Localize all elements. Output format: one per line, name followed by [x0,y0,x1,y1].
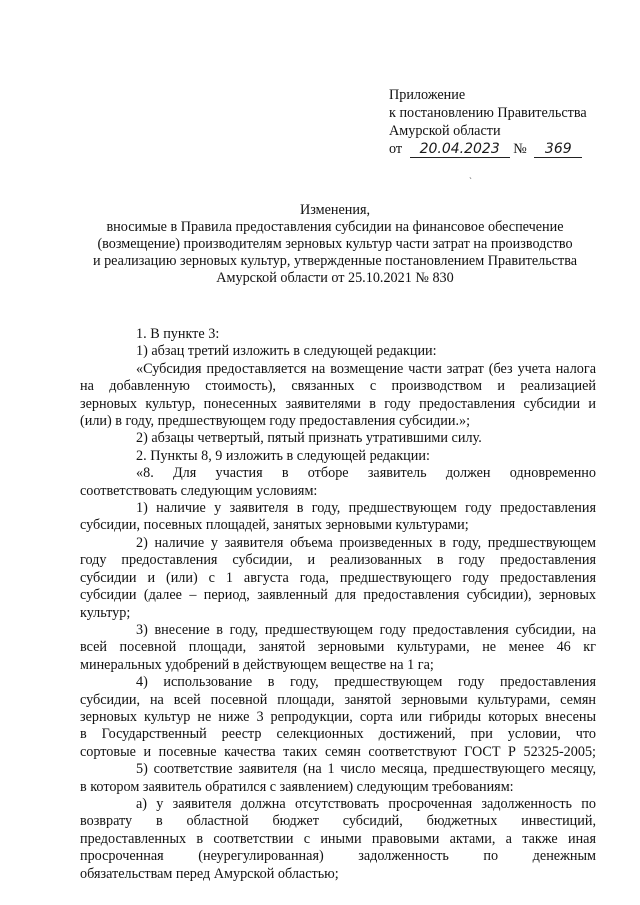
body-line: в Государственный реестр селекционных достижений, при условии, что [80,726,596,743]
title-heading: Изменения, [299,202,371,218]
body-line: 5) соответствие заявителя (на 1 число месяца, предшествующего месяцу, [136,761,596,778]
body-line: 1. В пункте 3: [136,326,220,342]
body-line: «8. Для участия в отборе заявитель должен одновременно [136,465,596,482]
body-line: всей посевной площади, занятой зерновыми культурами, не менее 46 кг [80,639,596,656]
body-line: возврату в областной бюджет субсидий, бюджетных инвестиций, [80,813,596,830]
body-line: 2) абзацы четвертый, пятый признать утратившими силу. [136,430,482,447]
appendix-region: Амурской области [389,123,501,139]
body-line: соответствовать следующим условиям: [80,482,318,499]
body-line: в котором заявитель обратился с заявлением) следующим требованиям: [80,778,514,795]
stray-mark: ˋ [469,176,472,186]
body-line: 1) абзац третий изложить в следующей редакции: [136,343,437,360]
appendix-reference: к постановлению Правительства [389,105,587,121]
date-prefix: от [389,141,403,157]
handwritten-date: 20.04.2023 [410,141,510,158]
body-line: «Субсидия предоставляется на возмещение части затрат (без учета налога [136,360,596,377]
title-line: Амурской области от 25.10.2021 № 830 [216,270,454,286]
body-line: зерновых культур не ниже 3 репродукции, сорта или гибриды которых внесены [80,708,596,725]
body-line: 2. Пункты 8, 9 изложить в следующей редакции: [136,447,430,464]
body-line: а) у заявителя должна отсутствовать просроченная задолженность по [136,795,596,812]
body-line: субсидии, посевных площадей, занятых зерновыми культурами; [80,517,469,534]
handwritten-number: 369 [534,141,582,158]
body-line: предоставленных в соответствии с иными правовыми актами, а также иная [80,830,596,847]
title-line: и реализацию зерновых культур, утвержденные постановлением Правительства [92,253,578,269]
body-line: (или) в году, предшествующем году предоставления субсидии.»; [80,413,471,430]
body-line: 1) наличие у заявителя в году, предшествующем году предоставления [136,500,596,517]
title-line: (возмещение) производителям зерновых культур части затрат на производство [97,236,573,252]
body-line: субсидии (далее – период, заявленный для предоставления субсидии), зерновых [80,587,596,604]
title-line: вносимые в Правила предоставления субсидии на финансовое обеспечение [106,219,564,235]
body-line: зерновых культур, понесенных заявителями в году предоставления субсидии и [80,395,596,412]
body-line: субсидии, на всей посевной площади, занятой зерновыми культурами, семян [80,691,596,708]
body-line: минеральных удобрений в действующем веществе на 1 га; [80,656,434,673]
number-prefix: № [513,141,527,157]
appendix-title: Приложение [389,87,466,103]
body-line: субсидии и (или) с 1 августа года, предшествующего году предоставления [80,569,596,586]
body-line: сортовые и посевные качества таких семян соответствуют ГОСТ Р 52325-2005; [80,743,596,760]
body-line: просроченная (неурегулированная) задолженность по денежным [80,848,596,865]
document-body [80,326,596,883]
body-line: 3) внесение в году, предшествующем году предоставления субсидии, на [136,621,596,638]
body-line: на добавленную стоимость), связанных с производством и реализацией [80,378,596,395]
document-title [70,202,600,287]
body-line: году предоставления субсидии, и реализованных в году предоставления [80,552,596,569]
body-line: 4) использование в году, предшествующем году предоставления [136,674,596,691]
body-line: обязательствам перед Амурской областью; [80,865,339,882]
body-line: 2) наличие у заявителя объема произведенных в году, предшествующем [136,534,596,551]
appendix-date-line [389,140,629,158]
body-line: культур; [80,604,131,621]
appendix-block [389,86,629,158]
